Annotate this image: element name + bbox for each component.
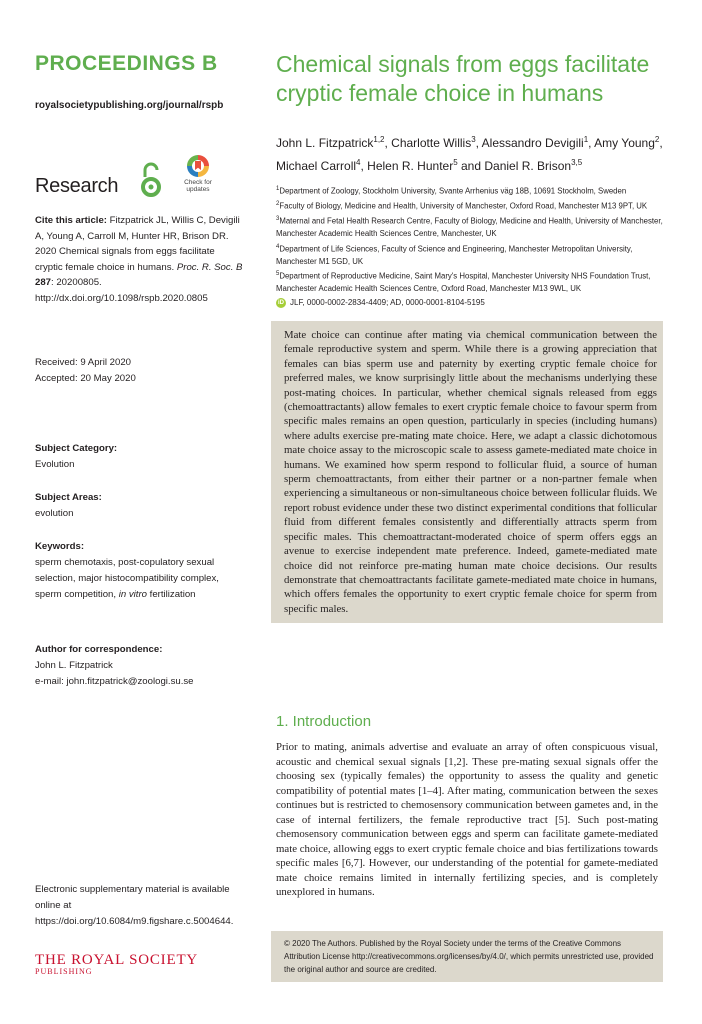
affiliations — [276, 183, 671, 296]
correspondence-label: Author for correspondence: — [35, 644, 163, 655]
author-name: Alessandro Devigili — [481, 136, 584, 150]
author-name: Amy Young — [594, 136, 655, 150]
affiliation-number: 2 — [276, 201, 280, 208]
affiliation: $^4$Department of Life Sciences, Faculty of Science and Engineering, Manchester Metropolitan University, Manchester M1 5GD, UK — [276, 243, 633, 266]
journal-name: PROCEEDINGS B — [35, 52, 218, 75]
citation-pages: : 20200805. — [51, 277, 102, 288]
author-name: Charlotte Willis — [391, 136, 472, 150]
affiliation: $^1$Department of Zoology, Stockholm University, Svante Arrhenius väg 18B, 10691 Stockholm, Sweden — [276, 186, 627, 196]
citation-journal: Proc. R. Soc. B — [176, 261, 243, 273]
author-name: Helen R. Hunter — [367, 159, 454, 173]
author-affil-sup: 5 — [453, 158, 458, 167]
affiliation: $^5$Department of Reproductive Medicine, Saint Mary's Hospital, Manchester University NHS Foundation Trust, Manchester Academic Health Sciences Centre, Oxford Road, Manchester M13 9WL, UK — [276, 271, 651, 294]
subject-areas-value[interactable]: evolution — [35, 508, 74, 519]
article-title: Chemical signals from eggs facilitate cryptic female choice in humans — [276, 51, 650, 106]
orcid-text: JLF, 0000-0002-2834-4409; AD, 0000-0001-8104-5195 — [290, 298, 485, 308]
keywords-ital: in vitro — [118, 589, 147, 600]
author-affil-sup: 2 — [654, 135, 660, 144]
dates — [35, 355, 245, 387]
royal-society-logo — [35, 952, 198, 976]
check-updates-icon — [187, 155, 209, 177]
received-date: Received: 9 April 2020 — [35, 357, 131, 368]
intro-paragraph: Prior to mating, animals advertise and evaluate an array of often conspicuous visual, acoustic and chemical sexual signals [1,2]. These pre-mating sexual signals offer the choosing sex (typically females) the opportunity to assess the quality and genetic compatibility of potential mates [1–4]. After mating, communication between the sexes continues but is restricted to chemosensory communication between gametes and, in the case of internal fertilizers, the female reproductive tract [5]. Such post-mating chemosensory communication between eggs and sperm can facilitate gamete-mediated mate choice, allowing eggs to exert cryptic female choice and bias fertilizations towards specific males [6,7]. However, our understanding of the potential for gamete-mediated mate choice remains limited in internally fertilizing species, and is completely unexplored in humans. — [276, 741, 658, 898]
correspondence — [35, 642, 245, 690]
check-for-updates-button[interactable] — [178, 155, 218, 193]
author-list: John L. Fitzpatrick$^{1,2}$, Charlotte Willis$^3$, Alessandro Devigili$^1$, Amy Young$^2$, Michael Carroll$^4$, Helen R. Hunter$^5$ and Daniel R. Brison$^{3,5}$ — [276, 135, 663, 173]
open-access-icon — [140, 160, 162, 200]
correspondence-email[interactable]: e-mail: john.fitzpatrick@zoologi.su.se — [35, 676, 194, 687]
abstract-box: Mate choice can continue after mating via chemical communication between the female reproductive system and sperm. While there is a growing appreciation that females can bias sperm use and paternity by exerting cryptic female choice for preferred males, we know surprisingly little about the mechanisms underlying these post-mating choices. In particular, whether chemical signals released from eggs (chemoattractants) allow females to exert cryptic female choice to favour sperm from specific males remains an open question, particularly in species (including humans) where adults exercise pre-mating mate choice. Here, we adapt a classic dichotomous mate choice assay to the microscopic scale to assess gamete-mediated mate choice in humans. We examined how sperm respond to follicular fluid, a source of human sperm chemoattractants, from either their partner or a non-partner female when experiencing a simultaneous or non-simultaneous choice between follicular fluids. We report robust evidence under these two distinct experimental conditions that follicular fluid from different females consistently and differentially attracts sperm from specific males. This chemoattractant-moderated choice of sperm offers eggs an avenue to exercise independent mate preference. Indeed, gamete-mediated mate choice did not reinforce pre-mating human mate choice decisions. Our results demonstrate that chemoattractants facilitate gamete-mediated mate choice in humans, which offers females the opportunity to exert cryptic female choice for sperm from specific males. — [271, 321, 663, 623]
publisher-sub: PUBLISHING — [35, 967, 93, 976]
subject-areas — [35, 490, 245, 522]
accepted-date: Accepted: 20 May 2020 — [35, 373, 136, 384]
affiliation-number: 1 — [276, 186, 280, 192]
citation-text: Fitzpatrick JL, Willis C, Devigili A, Young A, Carroll M, Hunter HR, Brison DR. 2020 Chemical signals from eggs facilitate cryptic female choice in humans. — [35, 215, 240, 273]
affiliation-number: 4 — [276, 243, 280, 250]
check-updates-label: Check for updates — [184, 179, 212, 193]
affiliation-number: 5 — [276, 271, 280, 278]
author-affil-sup: 1 — [583, 135, 589, 144]
affiliation: $^3$Maternal and Fetal Health Research Centre, Faculty of Biology, Medicine and Health, University of Manchester, Manchester Academic Health Sciences Centre, Manchester, UK — [276, 216, 663, 239]
correspondence-name: John L. Fitzpatrick — [35, 660, 113, 671]
citation-doi[interactable]: http://dx.doi.org/10.1098/rspb.2020.0805 — [35, 292, 208, 304]
subject-category — [35, 441, 245, 473]
orcid-line — [276, 298, 485, 308]
author-affil-sup: 4 — [356, 158, 361, 167]
supplementary-note: Electronic supplementary material is available online at https://doi.org/10.6084/m9.figshare.c.5004644. — [35, 884, 234, 927]
author-affil-sup: 3 — [471, 135, 476, 144]
subject-category-value: Evolution — [35, 459, 75, 470]
keywords — [35, 539, 245, 603]
license-box: © 2020 The Authors. Published by the Royal Society under the terms of the Creative Commons Attribution License http://creativecommons.org/licenses/by/4.0/, which permits unrestricted use, provided the original author and source are credited. — [271, 931, 663, 982]
journal-url[interactable]: royalsocietypublishing.org/journal/rspb — [35, 100, 224, 111]
author-name: Michael Carroll — [276, 159, 357, 173]
author-affil-sup: 1,2 — [373, 135, 385, 144]
affiliation: $^2$Faculty of Biology, Medicine and Health, University of Manchester, Oxford Road, Manchester M13 9PT, UK — [276, 201, 648, 211]
keywords-value: sperm chemotaxis, post-copulatory sexual selection, major histocompatibility complex, sperm competition, — [35, 557, 219, 600]
author-affil-sup: 3,5 — [571, 158, 583, 167]
subject-areas-label: Subject Areas: — [35, 492, 102, 503]
section-label: Research — [35, 175, 119, 197]
citation-volume: 287 — [35, 277, 52, 288]
author-name: John L. Fitzpatrick — [276, 136, 374, 150]
keywords-tail: fertilization — [146, 589, 196, 600]
author-name: Daniel R. Brison — [484, 159, 572, 173]
publisher-name: THE ROYAL SOCIETY — [35, 952, 199, 968]
keywords-label: Keywords: — [35, 541, 85, 552]
orcid-icon: iD — [278, 300, 284, 306]
subject-category-label: Subject Category: — [35, 443, 118, 454]
citation — [35, 213, 245, 306]
affiliation-number: 3 — [276, 216, 280, 223]
citation-label: Cite this article: — [35, 215, 107, 226]
intro-heading: 1. Introduction — [276, 713, 372, 730]
